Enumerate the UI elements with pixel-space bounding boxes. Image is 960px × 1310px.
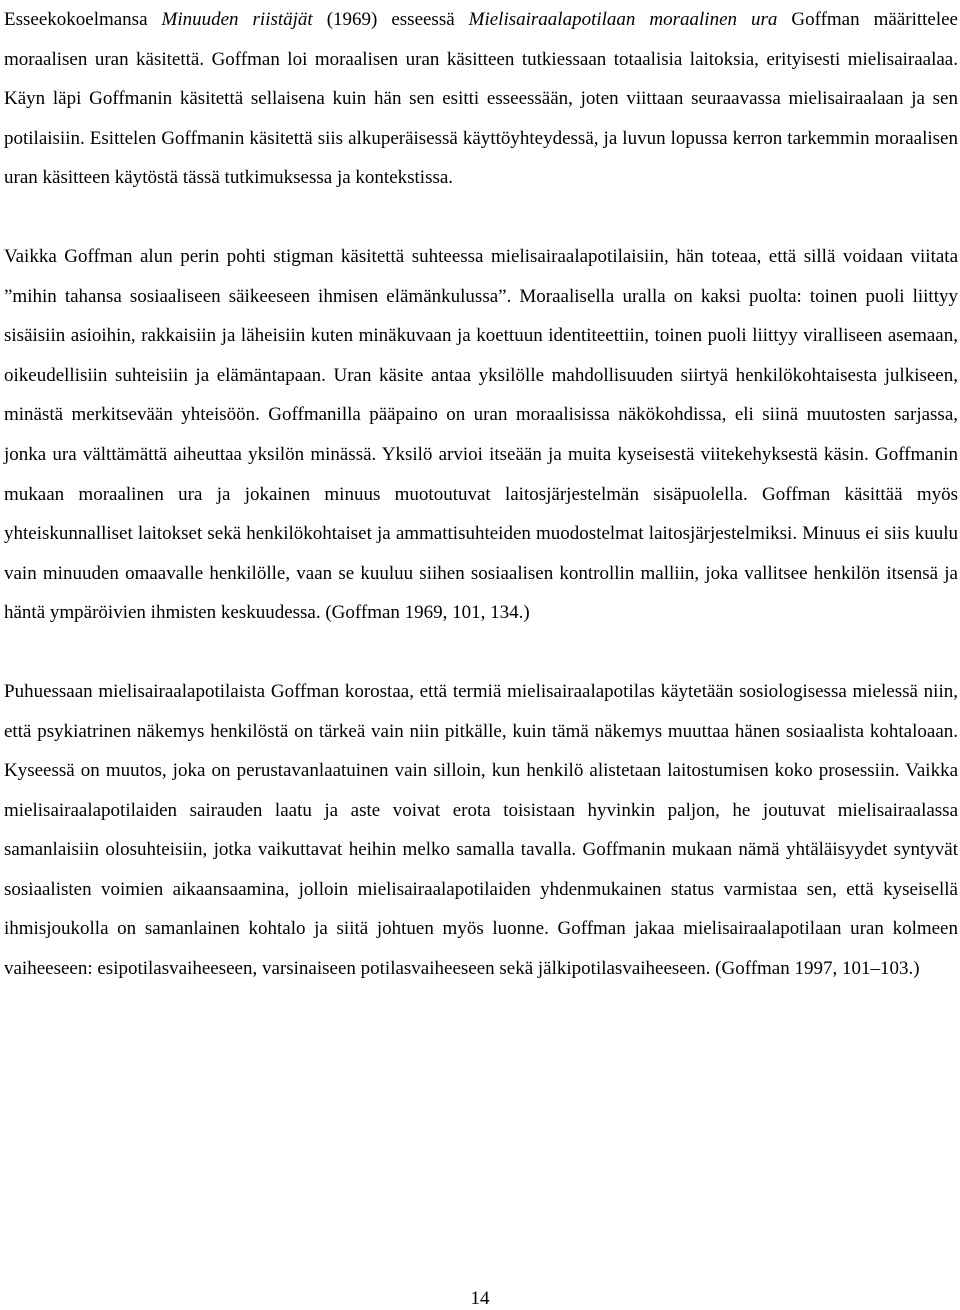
p1-text-3: Goffman määrittelee moraalisen uran käsitettä. Goffman loi moraalisen uran käsitteen tutkiessaan totaalisia laitoksia, erityisesti mielisairaalaa. Käyn läpi Goffmanin käsitettä sellaisena kuin hän sen esitti esseessään, joten viittaan seuraavassa mielisairaalaan ja sen potilaisiin. Esittelen Goffmanin käsitettä siis alkuperäisessä käyttöyhteydessä, ja luvun lopussa kerron tarkemmin moraalisen uran käsitteen käytöstä tässä tutkimuksessa ja kontekstissa. (4, 9, 958, 189)
paragraph-2 (4, 237, 958, 633)
page-number: 14 (470, 1288, 490, 1309)
paragraph-1 (4, 0, 958, 198)
p1-text-1: Esseekokoelmansa (4, 9, 162, 30)
paragraph-3 (4, 672, 958, 989)
p1-essay-title: Mielisairaalapotilaan moraalinen ura (468, 9, 778, 30)
p1-book-title: Minuuden riistäjät (161, 9, 313, 30)
document-page (4, 0, 958, 989)
p1-text-2: (1969) esseessä (312, 9, 469, 30)
p2-text: Vaikka Goffman alun perin pohti stigman käsitettä suhteessa mielisairaalapotilaisiin, hän toteaa, että sillä voidaan viitata ”mihin tahansa sosiaaliseen säikeeseen ihmisen elämänkulussa”. Moraalisella uralla on kaksi puolta: toinen puoli liittyy sisäisiin asioihin, rakkaisiin ja läheisiin kuten minäkuvaan ja koettuun identiteettiin, toinen puoli liittyy viralliseen asemaan, oikeudellisiin suhteisiin ja elämäntapaan. Uran käsite antaa yksilölle mahdollisuuden siirtyä henkilökohtaisesta julkiseen, minästä merkitsevään yhteisöön. Goffmanilla pääpaino on uran moraalisissa näkökohdissa, eli siinä muutosten sarjassa, jonka ura välttämättä aiheuttaa yksilön minässä. Yksilö arvioi itseään ja muita kyseisestä viitekehyksestä käsin. Goffmanin mukaan moraalinen ura ja jokainen minuus muotoutuvat laitosjärjestelmän sisäpuolella. Goffman käsittää myös yhteiskunnalliset laitokset sekä henkilökohtaiset ja ammattisuhteiden muodostelmat laitosjärjestelmiksi. Minuus ei siis kuulu vain minuuden omaavalle henkilölle, vaan se kuuluu siihen sosiaalisen kontrollin malliin, joka vallitsee henkilön itsensä ja häntä ympäröivien ihmisten keskuudessa. (Goffman 1969, 101, 134.) (4, 245, 958, 624)
p3-text: Puhuessaan mielisairaalapotilaista Goffman korostaa, että termiä mielisairaalapotilas käytetään sosiologisessa mielessä niin, että psykiatrinen näkemys henkilöstä on tärkeä vain niin pitkälle, kuin tämä näkemys muuttaa hänen sosiaalista kohtaloaan. Kyseessä on muutos, joka on perustavanlaatuinen vain silloin, kun henkilö alistetaan laitostumisen koko prosessiin. Vaikka mielisairaalapotilaiden sairauden laatu ja aste voivat erota toisistaan hyvinkin paljon, he joutuvat mielisairaalassa samanlaisiin olosuhteisiin, jotka vaikuttavat heihin melko samalla tavalla. Goffmanin mukaan nämä yhtäläisyydet syntyvät sosiaalisten voimien aikaansaamina, jolloin mielisairaalapotilaiden yhdenmukainen status varmistaa sen, että kyseisellä ihmisjoukolla on samanlainen kohtalo ja siitä johtuen myös luonne. Goffman jakaa mielisairaalapotilaan uran kolmeen vaiheeseen: esipotilasvaiheeseen, varsinaiseen potilasvaiheeseen sekä jälkipotilasvaiheeseen. (Goffman 1997, 101–103.) (4, 680, 958, 980)
